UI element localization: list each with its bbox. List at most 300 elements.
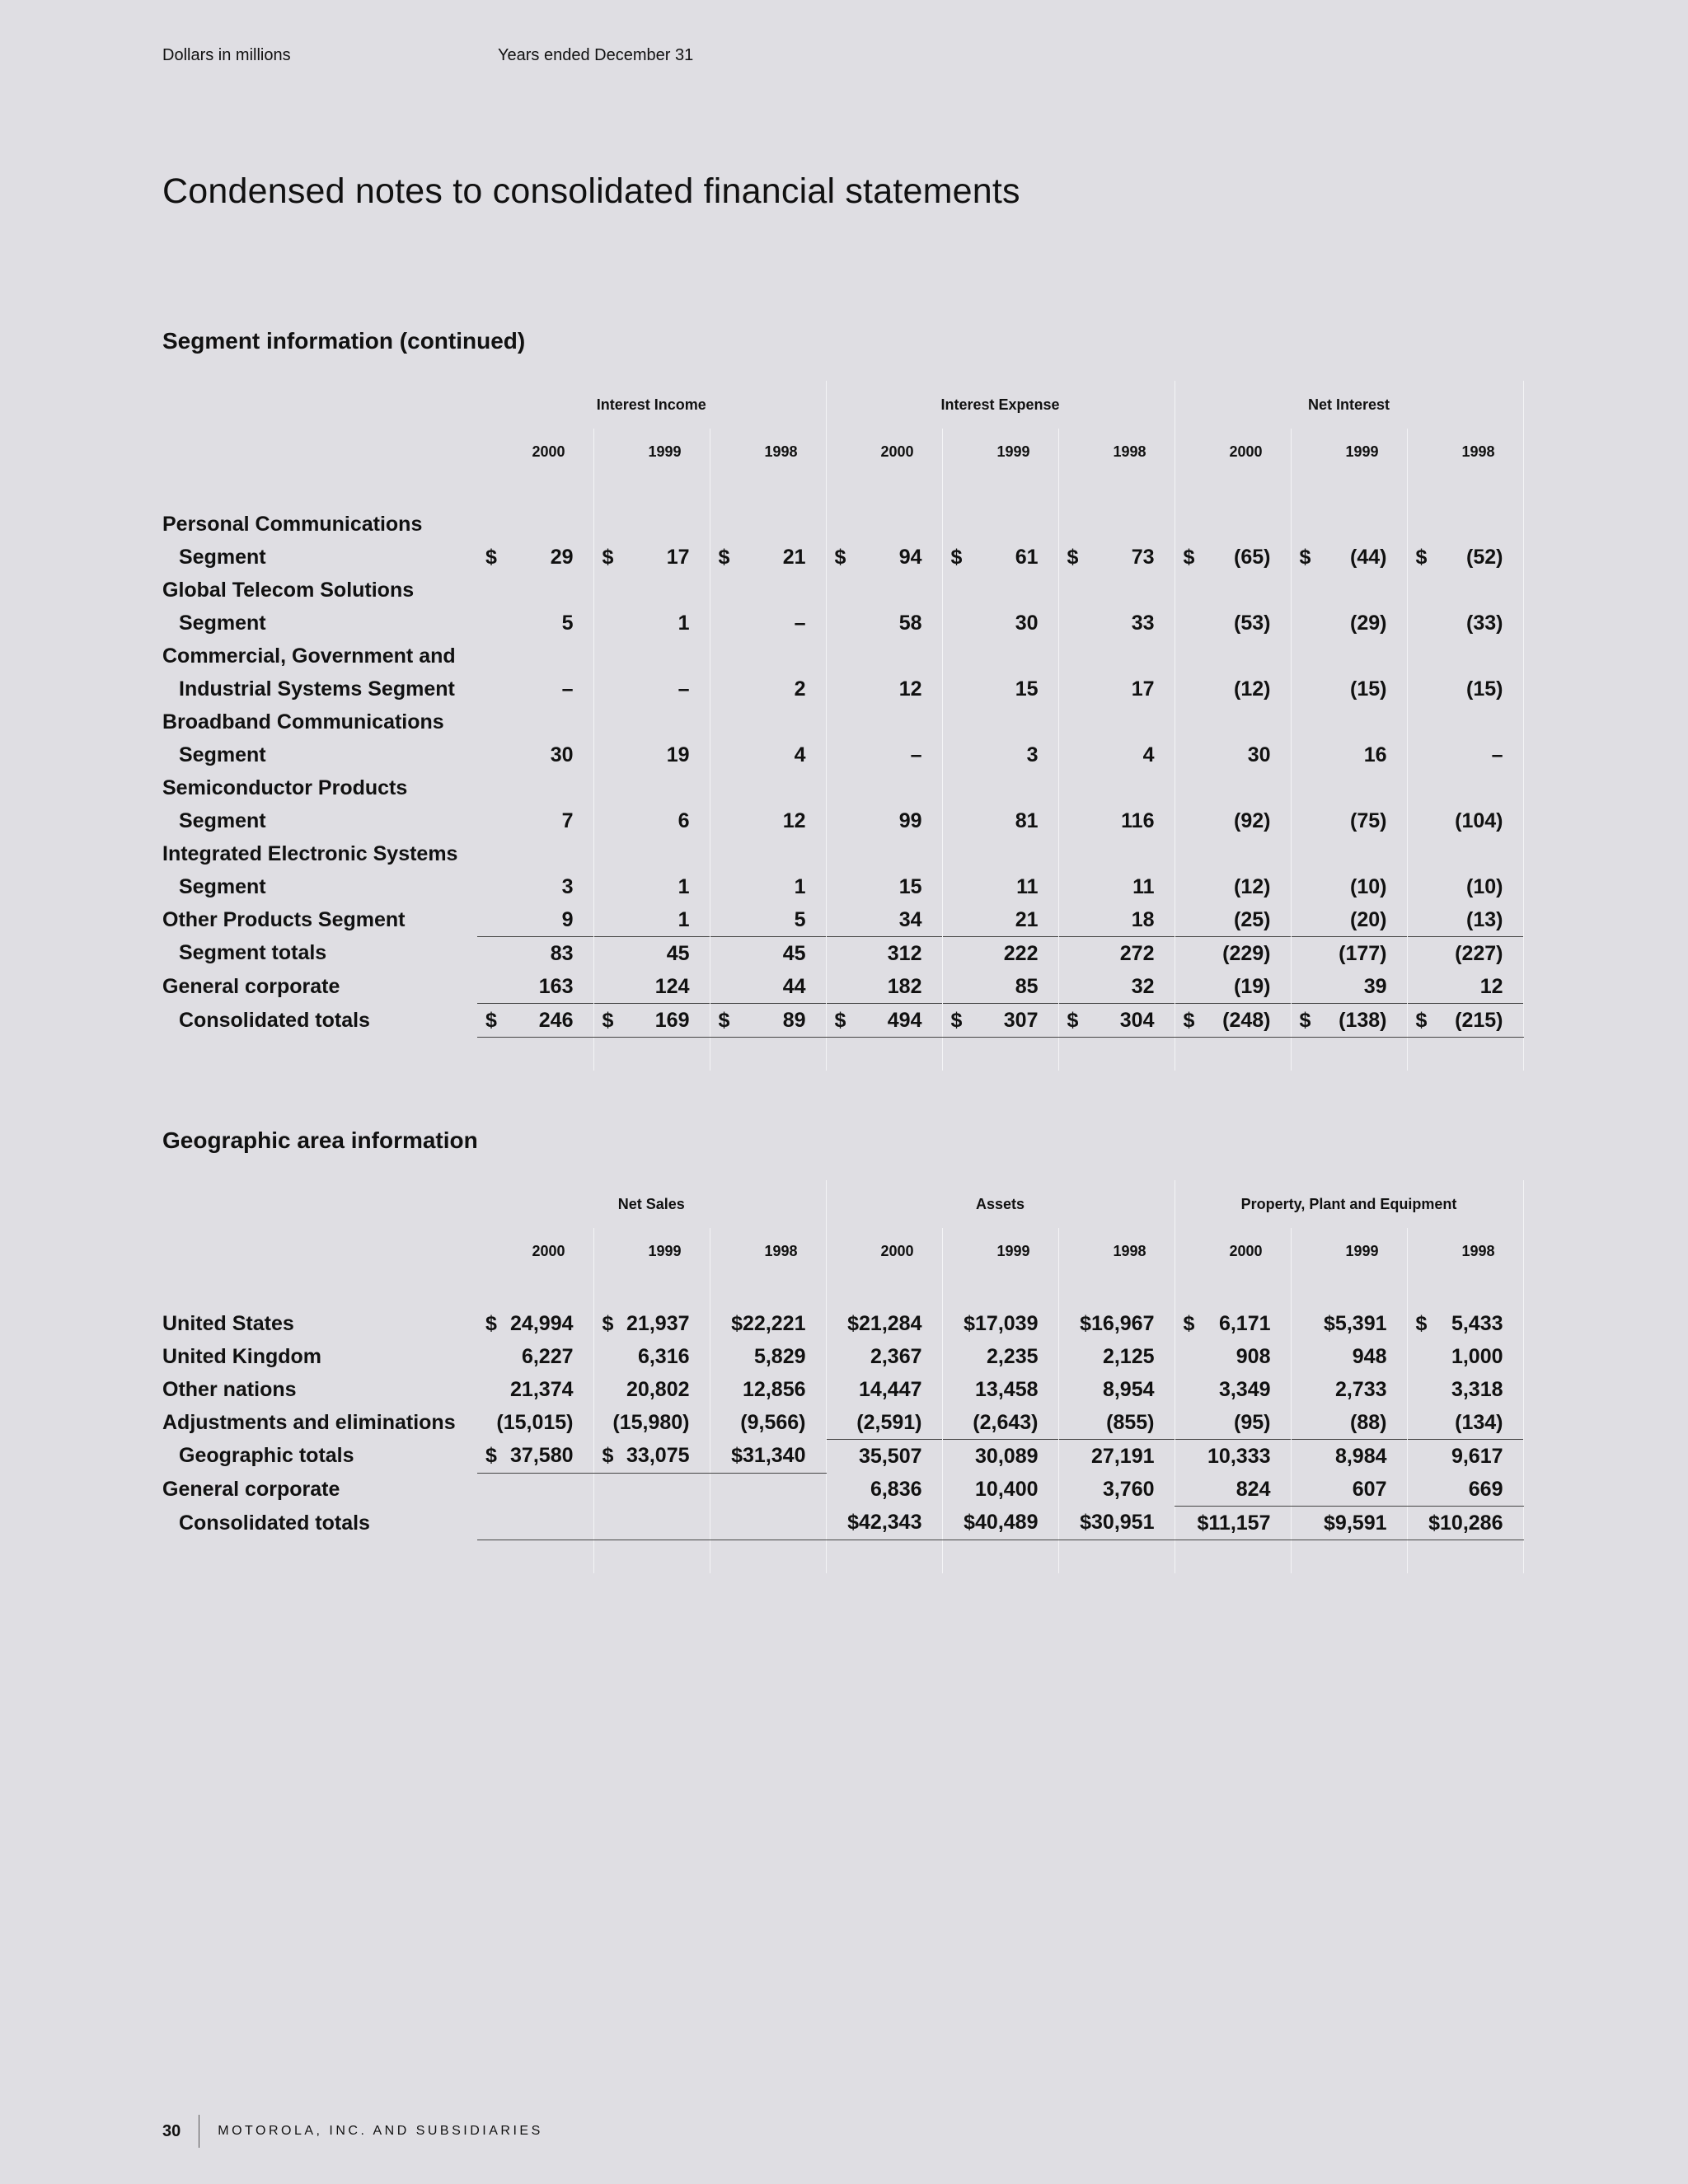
period-note: Years ended December 31 [498,46,694,64]
value-cell [710,1406,826,1440]
cell-value: (53) [1234,611,1271,635]
table-row [162,1406,1523,1440]
geographic-table [162,1180,1524,1573]
cell-value: 2,125 [1102,1344,1155,1368]
value-cell [593,937,710,971]
value-cell [1291,937,1407,971]
value-cell [942,937,1058,971]
geographic-section-heading: Geographic area information [162,1127,478,1153]
cell-value: 30 [550,743,574,766]
cell-value: (104) [1455,808,1503,832]
row-label: General corporate [162,1477,340,1501]
value-cell [942,970,1058,1004]
spacer-row [162,1274,1523,1307]
value-cell [710,738,826,771]
currency-symbol: $ [834,545,846,569]
value-cell [710,937,826,971]
value-cell [1058,607,1175,640]
cell-value: 83 [550,941,574,965]
value-cell [593,738,710,771]
value-cell [1291,1340,1407,1373]
year-header: 1998 [1058,1228,1175,1274]
value-cell [1058,1004,1175,1038]
group-header: Property, Plant and Equipment [1175,1180,1523,1228]
row-label: Global Telecom Solutions [162,578,415,602]
value-cell [593,1406,710,1440]
value-cell [1407,1473,1523,1507]
cell-value: 2 [794,677,806,701]
value-cell [1058,1473,1175,1507]
cell-value: 3 [1026,743,1039,766]
cell-value: $10,286 [1428,1511,1503,1535]
value-cell [593,607,710,640]
cell-value: (215) [1455,1008,1503,1032]
table-row-label [162,574,1523,607]
row-label: Semiconductor Products [162,776,408,799]
value-cell [1175,903,1291,937]
table-row-label [162,837,1523,870]
value-cell [942,673,1058,705]
cell-value: (65) [1234,545,1271,569]
year-header: 1998 [1058,429,1175,475]
row-label: Consolidated totals [179,1008,370,1032]
cell-value: (13) [1466,907,1503,931]
value-cell [826,1507,942,1540]
year-header: 1998 [1407,429,1523,475]
currency-symbol: $ [950,1008,963,1032]
currency-symbol: $ [1067,545,1079,569]
currency-symbol: $ [602,1444,614,1467]
segment-section-heading: Segment information (continued) [162,328,526,354]
cell-value: 58 [898,611,922,635]
value-cell [1058,903,1175,937]
value-cell [593,1440,710,1474]
value-cell [710,541,826,574]
value-cell [826,1440,942,1474]
cell-value: 37,580 [510,1444,574,1467]
value-cell [1407,607,1523,640]
cell-value: (20) [1350,907,1387,931]
currency-symbol: $ [718,1008,730,1032]
cell-value: (88) [1350,1410,1387,1434]
table-row [162,1307,1523,1340]
value-cell [710,970,826,1004]
cell-value: 116 [1121,808,1155,832]
cell-value: 3,349 [1218,1377,1271,1401]
cell-value: (12) [1234,874,1271,898]
table-row [162,541,1523,574]
table-row [162,1440,1523,1474]
value-cell [942,1307,1058,1340]
value-cell [1058,738,1175,771]
table-row-label [162,640,1523,673]
cell-value: (9,566) [740,1410,806,1434]
value-cell [1058,1307,1175,1340]
cell-value: 6,227 [521,1344,574,1368]
cell-value: 163 [538,974,574,998]
cell-value: $9,591 [1324,1511,1387,1535]
value-cell [477,870,593,903]
cell-value: (52) [1466,545,1503,569]
value-cell [1175,1373,1291,1406]
value-cell [1175,738,1291,771]
year-header: 2000 [826,429,942,475]
cell-value: $21,284 [847,1311,922,1335]
cell-value: 15 [1015,677,1039,701]
spacer-row [162,475,1523,508]
cell-value: 824 [1236,1477,1271,1501]
value-cell [826,1473,942,1507]
year-header: 2000 [1175,429,1291,475]
cell-value: 44 [782,974,806,998]
value-cell [477,1004,593,1038]
value-cell [826,1373,942,1406]
cell-value: 3,318 [1451,1377,1503,1401]
cell-value: (29) [1350,611,1387,635]
value-cell [1058,1340,1175,1373]
value-cell [477,937,593,971]
cell-value: – [561,677,574,701]
value-cell [1175,607,1291,640]
table-row [162,1507,1523,1540]
cell-value: (15,980) [612,1410,690,1434]
year-header: 1998 [1407,1228,1523,1274]
value-cell [1058,804,1175,837]
value-cell [1291,673,1407,705]
row-label: Segment [179,611,266,635]
cell-value: 12 [898,677,922,701]
year-header: 1999 [942,429,1058,475]
value-cell [1058,970,1175,1004]
year-header: 1998 [710,429,826,475]
value-cell [477,804,593,837]
cell-value: (10) [1466,874,1503,898]
row-label: Segment totals [179,941,327,965]
cell-value: $17,039 [964,1311,1039,1335]
cell-value: $30,951 [1080,1511,1155,1535]
cell-value: $16,967 [1080,1311,1155,1335]
value-cell [1291,607,1407,640]
value-cell [1291,804,1407,837]
value-cell [1407,1440,1523,1474]
value-cell [710,870,826,903]
value-cell [1058,1406,1175,1440]
value-cell [1407,937,1523,971]
value-cell [477,673,593,705]
cell-value: 20,802 [626,1377,690,1401]
cell-value: 33 [1131,611,1155,635]
cell-value: 908 [1236,1344,1271,1368]
value-cell [1407,738,1523,771]
cell-value: – [910,743,922,766]
currency-symbol: $ [602,1008,614,1032]
cell-value: 10,333 [1207,1444,1271,1468]
value-cell [1291,1004,1407,1038]
value-cell [1175,1004,1291,1038]
value-cell [826,937,942,971]
cell-value: 4 [794,743,806,766]
table-row-label [162,705,1523,738]
value-cell [710,804,826,837]
value-cell [1407,903,1523,937]
row-label: Other nations [162,1377,297,1401]
value-cell [1175,970,1291,1004]
currency-symbol: $ [1067,1008,1079,1032]
currency-symbol: $ [485,545,497,569]
cell-value: 3,760 [1102,1477,1155,1501]
group-header: Net Interest [1175,381,1523,429]
cell-value: 18 [1131,907,1155,931]
value-cell [1175,937,1291,971]
value-cell [593,1507,710,1540]
cell-value: 1,000 [1451,1344,1503,1368]
value-cell [826,607,942,640]
value-cell [710,1440,826,1474]
cell-value: 3 [561,874,574,898]
cell-value: (227) [1455,941,1503,965]
table-row [162,673,1523,705]
cell-value: 12 [1479,974,1503,998]
cell-value: 9 [561,907,574,931]
page-footer [162,2115,543,2148]
cell-value: (2,643) [973,1410,1039,1434]
value-cell [1291,1406,1407,1440]
table-row [162,738,1523,771]
value-cell [1291,1473,1407,1507]
table-row [162,1373,1523,1406]
cell-value: 5 [794,907,806,931]
cell-value: $40,489 [964,1511,1039,1535]
value-cell [942,903,1058,937]
cell-value: 5,433 [1451,1311,1503,1335]
cell-value: 45 [666,941,690,965]
group-header: Assets [826,1180,1175,1228]
value-cell [1175,804,1291,837]
currency-symbol: $ [1299,1008,1311,1032]
value-cell [710,903,826,937]
cell-value: $31,340 [731,1444,806,1467]
value-cell [826,541,942,574]
cell-value: 169 [654,1008,690,1032]
table-row-label [162,508,1523,541]
cell-value: 30,089 [975,1444,1039,1468]
table-row [162,804,1523,837]
currency-symbol: $ [1415,545,1428,569]
table-row [162,903,1523,937]
value-cell [477,1440,593,1474]
table-row [162,937,1523,971]
group-header-row [162,1180,1523,1228]
cell-value: 4 [1142,743,1155,766]
year-header: 1998 [710,1228,826,1274]
value-cell [1291,970,1407,1004]
value-cell [477,903,593,937]
year-header-row [162,429,1523,475]
currency-symbol: $ [602,545,614,569]
cell-value: 8,984 [1334,1444,1387,1468]
value-cell [826,673,942,705]
bottom-spacer-row [162,1038,1523,1071]
row-label: United States [162,1311,294,1335]
value-cell [1291,1440,1407,1474]
value-cell [1058,541,1175,574]
group-header: Interest Income [596,396,706,413]
value-cell [593,673,710,705]
row-label: Integrated Electronic Systems [162,841,458,865]
year-header: 1999 [1291,1228,1407,1274]
cell-value: (44) [1350,545,1387,569]
cell-value: 272 [1119,941,1155,965]
cell-value: 24,994 [510,1311,574,1335]
currency-symbol: $ [1183,1311,1195,1335]
cell-value: 16 [1363,743,1387,766]
cell-value: 948 [1352,1344,1387,1368]
cell-value: 304 [1119,1008,1155,1032]
currency-symbol: $ [1183,1008,1195,1032]
cell-value: (75) [1350,808,1387,832]
value-cell [1291,1507,1407,1540]
cell-value: 5 [561,611,574,635]
cell-value: – [1491,743,1503,766]
cell-value: (33) [1466,611,1503,635]
cell-value: – [678,677,690,701]
value-cell [1407,541,1523,574]
cell-value: 607 [1352,1477,1387,1501]
cell-value: (19) [1234,974,1271,998]
cell-value: 13,458 [975,1377,1039,1401]
value-cell [826,1340,942,1373]
value-cell [1175,870,1291,903]
row-label: Segment [179,808,266,832]
value-cell [1175,1406,1291,1440]
cell-value: 21,937 [626,1311,690,1335]
cell-value: (229) [1222,941,1271,965]
value-cell [477,607,593,640]
year-header-row [162,1228,1523,1274]
value-cell [1175,1507,1291,1540]
cell-value: (2,591) [856,1410,922,1434]
currency-symbol: $ [950,545,963,569]
value-cell [710,1507,826,1540]
value-cell [1058,1373,1175,1406]
value-cell [593,870,710,903]
cell-value: 27,191 [1091,1444,1155,1468]
cell-value: 21 [1015,907,1039,931]
value-cell [826,1004,942,1038]
currency-symbol: $ [485,1008,497,1032]
cell-value: 30 [1015,611,1039,635]
value-cell [1407,1373,1523,1406]
cell-value: 94 [898,545,922,569]
cell-value: $22,221 [731,1311,806,1335]
currency-symbol: $ [834,1008,846,1032]
cell-value: 39 [1363,974,1387,998]
year-header: 1999 [593,429,710,475]
row-label: Segment [179,874,266,898]
cell-value: 312 [887,941,922,965]
value-cell [477,970,593,1004]
cell-value: 1 [678,611,690,635]
cell-value: (248) [1222,1008,1271,1032]
value-cell [710,1004,826,1038]
value-cell [593,1307,710,1340]
geographic-table-body [162,1274,1523,1573]
value-cell [710,1373,826,1406]
value-cell [1407,870,1523,903]
units-note: Dollars in millions [162,46,291,64]
group-header: Interest Expense [826,381,1175,429]
group-header-row [162,381,1523,429]
cell-value: (95) [1234,1410,1271,1434]
value-cell [942,1004,1058,1038]
cell-value: (138) [1339,1008,1387,1032]
table-row-label [162,771,1523,804]
currency-symbol: $ [1183,545,1195,569]
table-row [162,1473,1523,1507]
value-cell [942,1340,1058,1373]
cell-value: 33,075 [626,1444,690,1467]
year-header: 2000 [1175,1228,1291,1274]
row-label: Commercial, Government and [162,644,456,668]
cell-value: 10,400 [975,1477,1039,1501]
cell-value: (15) [1466,677,1503,701]
currency-symbol: $ [718,545,730,569]
cell-value: 17 [1131,677,1155,701]
value-cell [477,541,593,574]
cell-value: 669 [1468,1477,1503,1501]
cell-value: 32 [1131,974,1155,998]
value-cell [1175,541,1291,574]
cell-value: 12,856 [743,1377,806,1401]
cell-value: 45 [782,941,806,965]
cell-value: 30 [1247,743,1271,766]
cell-value: 11 [1132,874,1155,898]
value-cell [826,1307,942,1340]
value-cell [1291,1307,1407,1340]
value-cell [593,903,710,937]
currency-symbol: $ [1415,1008,1428,1032]
value-cell [593,1004,710,1038]
cell-value: (12) [1234,677,1271,701]
cell-value: 2,733 [1334,1377,1387,1401]
cell-value: 6,171 [1218,1311,1271,1335]
row-label: Personal Communications [162,512,423,536]
row-label: Broadband Communications [162,710,444,733]
value-cell [826,804,942,837]
cell-value: 124 [654,974,690,998]
value-cell [1175,1307,1291,1340]
value-cell [1175,1340,1291,1373]
table-row [162,970,1523,1004]
table-row [162,870,1523,903]
currency-symbol: $ [602,1311,614,1335]
value-cell [710,1473,826,1507]
value-cell [942,607,1058,640]
value-cell [1407,1406,1523,1440]
table-row [162,607,1523,640]
currency-symbol: $ [1299,545,1311,569]
cell-value: 182 [887,974,922,998]
cell-value: $5,391 [1324,1311,1387,1335]
cell-value: (134) [1455,1410,1503,1434]
value-cell [1407,1340,1523,1373]
value-cell [942,870,1058,903]
value-cell [593,1340,710,1373]
table-row [162,1004,1523,1038]
cell-value: 21 [782,545,806,569]
value-cell [826,1406,942,1440]
year-header: 1999 [1291,429,1407,475]
